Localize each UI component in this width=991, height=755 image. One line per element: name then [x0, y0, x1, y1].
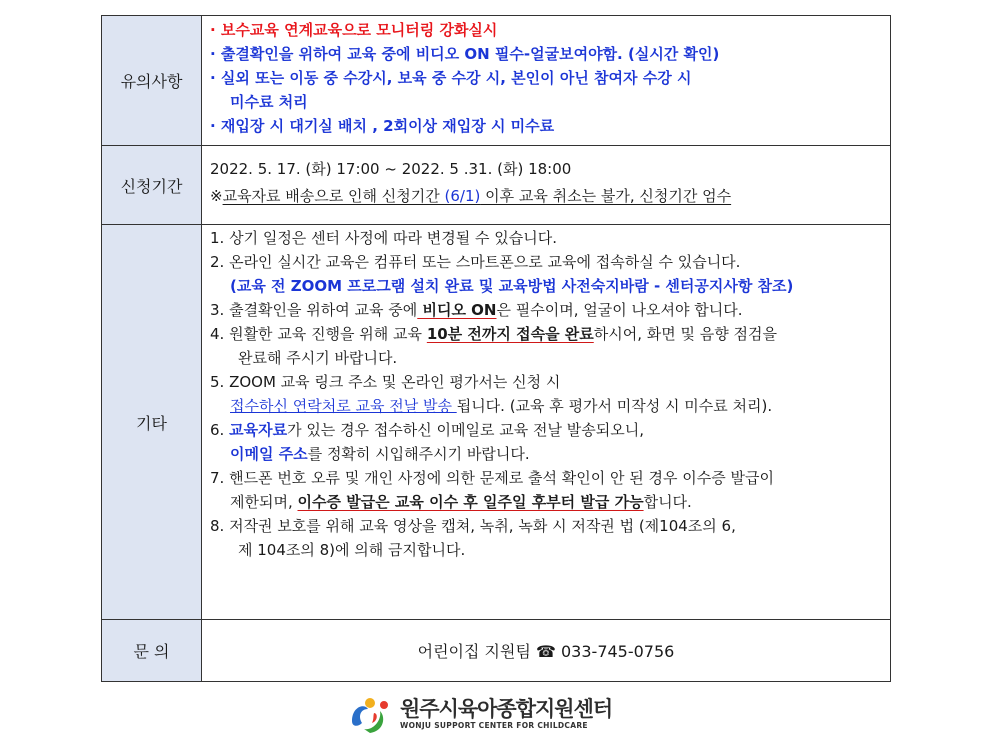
etc-item-6 [210, 418, 882, 442]
etc-item-6e: 를 정확히 시입해주시기 바랍니다. [307, 445, 530, 463]
period-note [210, 183, 882, 210]
note-line-4: · 재입장 시 대기실 배치 , 2회이상 재입장 시 미수료 [210, 117, 555, 135]
etc-item-7b [210, 490, 882, 514]
center-name: 원주시육아종합지원센터 [400, 696, 613, 721]
etc-item-3a: 3. 출결확인을 위하여 교육 중에 [210, 301, 418, 319]
etc-item-3b: 비디오 ON [417, 301, 497, 319]
etc-item-5c: 됩니다. (교육 후 평가서 미작성 시 미수료 처리). [456, 397, 773, 415]
etc-item-5: 5. ZOOM 교육 링크 주소 및 온라인 평가서는 신청 시 [210, 373, 561, 391]
etc-cell [202, 225, 891, 620]
etc-item-1: 1. 상기 일정은 센터 사정에 따라 변경될 수 있습니다. [210, 229, 558, 247]
etc-item-6a: 6. [210, 421, 230, 439]
etc-item-3c: 은 필수이며, 얼굴이 나오셔야 합니다. [496, 301, 743, 319]
contact-text: 어린이집 지원팀 ☎ 033-745-0756 [202, 620, 891, 682]
etc-item-3 [210, 298, 882, 322]
etc-item-6d-email: 이메일 주소 [230, 445, 308, 463]
period-dates: 2022. 5. 17. (화) 17:00 ~ 2022. 5 .31. (화) 18:00 [210, 160, 572, 178]
footer-logo [346, 688, 612, 738]
footer-text [400, 697, 612, 730]
etc-item-6b: 교육자료 [229, 421, 288, 439]
etc-item-7c: 합니다. [643, 493, 692, 511]
period-cell [202, 146, 891, 225]
note-line-3b: 미수료 처리 [230, 93, 308, 111]
etc-item-7b-strong: 이수증 발급은 교육 이수 후 일주일 후부터 발급 가능 [297, 493, 644, 511]
period-note-a: 교육자료 배송으로 인해 신청기간 [222, 187, 445, 205]
note-line-3: · 실외 또는 이동 중 수강시, 보육 중 수강 시, 본인이 아닌 참여자 수강 시 [210, 69, 692, 87]
etc-item-4b: 10분 전까지 접속을 완료 [426, 325, 594, 343]
etc-item-8b: 제 104조의 8)에 의해 금지합니다. [238, 541, 466, 559]
period-note-c: 이후 교육 취소는 불가, 신청기간 엄수 [480, 187, 732, 205]
period-note-prefix: ※ [210, 187, 223, 205]
center-name-english: WONJU SUPPORT CENTER FOR CHILDCARE [400, 720, 588, 730]
etc-item-2b: (교육 전 ZOOM 프로그램 설치 완료 및 교육방법 사전숙지바람 - 센터공지사항 참조) [230, 277, 794, 295]
etc-item-6d [210, 442, 882, 466]
etc-item-8: 8. 저작권 보호를 위해 교육 영상을 캡쳐, 녹취, 녹화 시 저작권 법 (제104조의 6, [210, 517, 736, 535]
etc-item-4c: 하시어, 화면 및 음향 점검을 [593, 325, 777, 343]
period-header: 신청기간 [102, 146, 202, 225]
etc-item-5b-link: 접수하신 연락처로 교육 전날 발송 [230, 397, 457, 415]
period-note-date: (6/1) [444, 187, 481, 205]
etc-item-7: 7. 핸드폰 번호 오류 및 개인 사정에 의한 문제로 출석 확인이 안 된 경우 이수증 발급이 [210, 469, 775, 487]
etc-item-2: 2. 온라인 실시간 교육은 컴퓨터 또는 스마트폰으로 교육에 접속하실 수 있습니다. [210, 253, 741, 271]
note-line-2: · 출결확인을 위하여 교육 중에 비디오 ON 필수-얼굴보여야함. (실시간 확인) [210, 45, 720, 63]
period-note-text [223, 187, 732, 205]
contact-header: 문 의 [102, 620, 202, 682]
center-logo-icon [346, 691, 394, 735]
notes-header: 유의사항 [102, 16, 202, 146]
notice-table [101, 15, 891, 682]
etc-item-4d: 완료해 주시기 바랍니다. [238, 349, 398, 367]
etc-item-4a: 4. 원활한 교육 진행을 위해 교육 [210, 325, 427, 343]
etc-header: 기타 [102, 225, 202, 620]
etc-item-4 [210, 322, 882, 346]
etc-item-5b [210, 394, 882, 418]
etc-item-6c: 가 있는 경우 접수하신 이메일로 교육 전날 발송되오니, [287, 421, 644, 439]
note-line-1: · 보수교육 연계교육으로 모니터링 강화실시 [210, 21, 498, 39]
notes-cell [202, 16, 891, 146]
etc-item-7a: 제한되며, [230, 493, 298, 511]
